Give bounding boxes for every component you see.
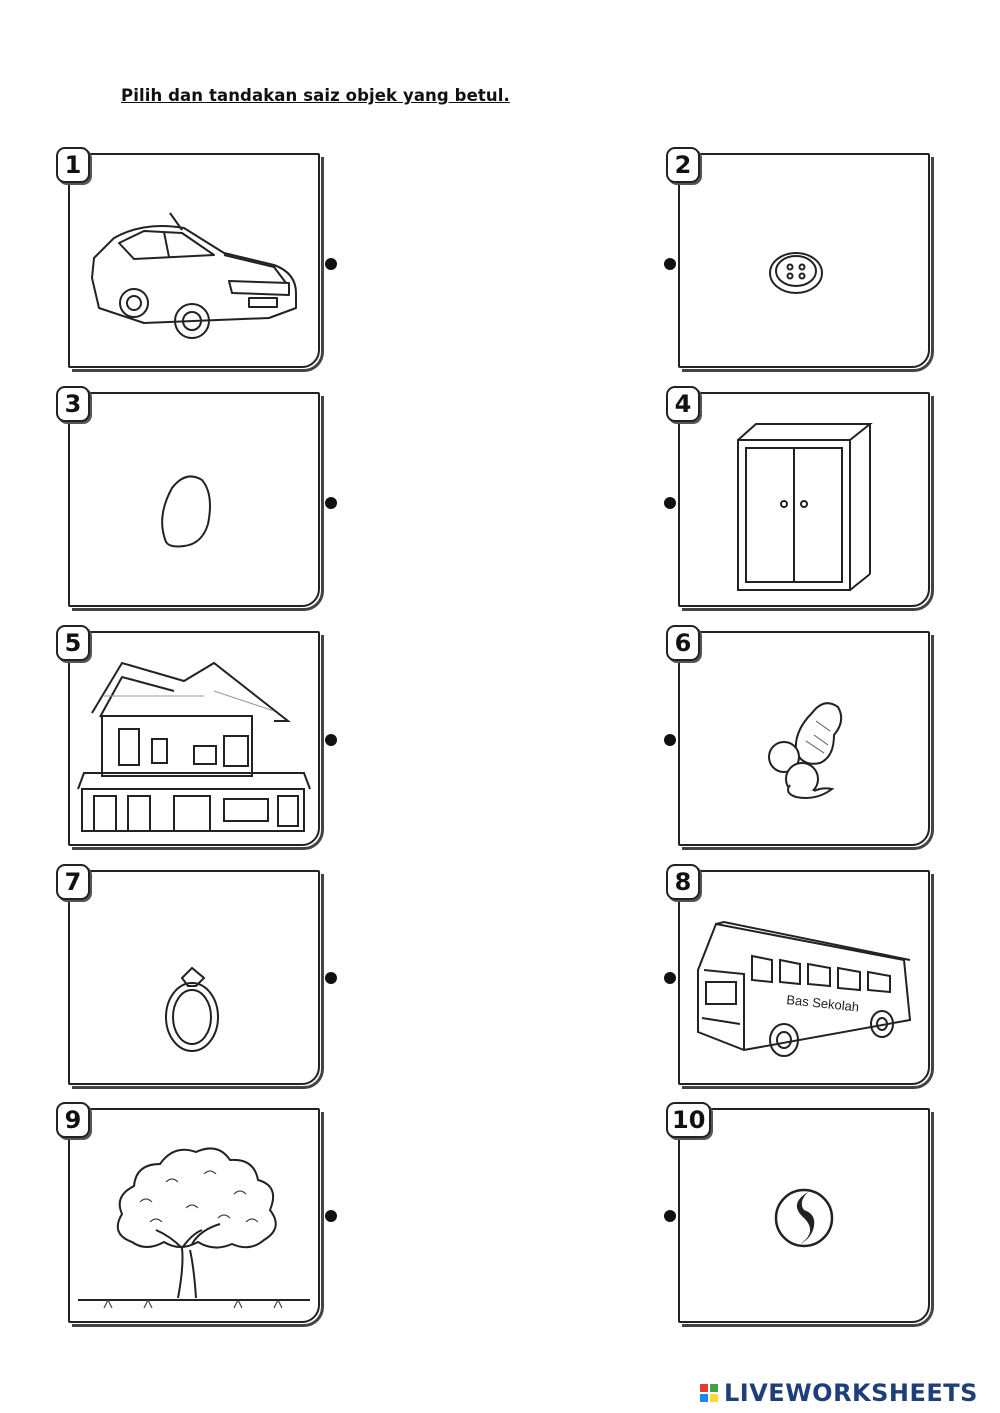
match-dot[interactable] [664, 1210, 676, 1222]
card-number: 6 [666, 625, 700, 661]
match-dot[interactable] [664, 258, 676, 270]
liveworksheets-logo-icon [700, 1384, 718, 1402]
match-dot[interactable] [325, 258, 337, 270]
match-dot[interactable] [664, 972, 676, 984]
worksheet-instruction: Pilih dan tandakan saiz objek yang betul. [121, 86, 510, 105]
card-8 [674, 868, 930, 1085]
match-dot[interactable] [664, 497, 676, 509]
marble-icon [684, 1138, 924, 1313]
card-6 [674, 629, 930, 846]
car-icon [74, 183, 314, 358]
card-7 [64, 868, 320, 1085]
liveworksheets-brand [700, 1378, 978, 1408]
match-dot[interactable] [664, 734, 676, 746]
bus-icon [684, 900, 924, 1075]
card-4 [674, 390, 930, 607]
tree-icon [74, 1138, 314, 1313]
bus-sign: Bas Sekolah [785, 992, 860, 1015]
ring-icon [74, 900, 314, 1075]
house-icon [74, 661, 314, 836]
card-1 [64, 151, 320, 368]
card-5 [64, 629, 320, 846]
card-number: 4 [666, 386, 700, 422]
card-3 [64, 390, 320, 607]
card-number: 9 [56, 1102, 90, 1138]
card-number: 3 [56, 386, 90, 422]
match-dot[interactable] [325, 972, 337, 984]
button-icon [684, 183, 924, 358]
wardrobe-icon [684, 422, 924, 597]
egg-icon [74, 422, 314, 597]
card-10 [672, 1106, 930, 1323]
card-number: 10 [666, 1102, 711, 1138]
match-dot[interactable] [325, 497, 337, 509]
brand-name: LIVEWORKSHEETS [724, 1379, 978, 1407]
match-dot[interactable] [325, 1210, 337, 1222]
card-number: 1 [56, 147, 90, 183]
card-9 [64, 1106, 320, 1323]
card-2 [674, 151, 930, 368]
peanut-icon [684, 661, 924, 836]
card-number: 5 [56, 625, 90, 661]
card-number: 8 [666, 864, 700, 900]
match-dot[interactable] [325, 734, 337, 746]
card-number: 7 [56, 864, 90, 900]
card-number: 2 [666, 147, 700, 183]
